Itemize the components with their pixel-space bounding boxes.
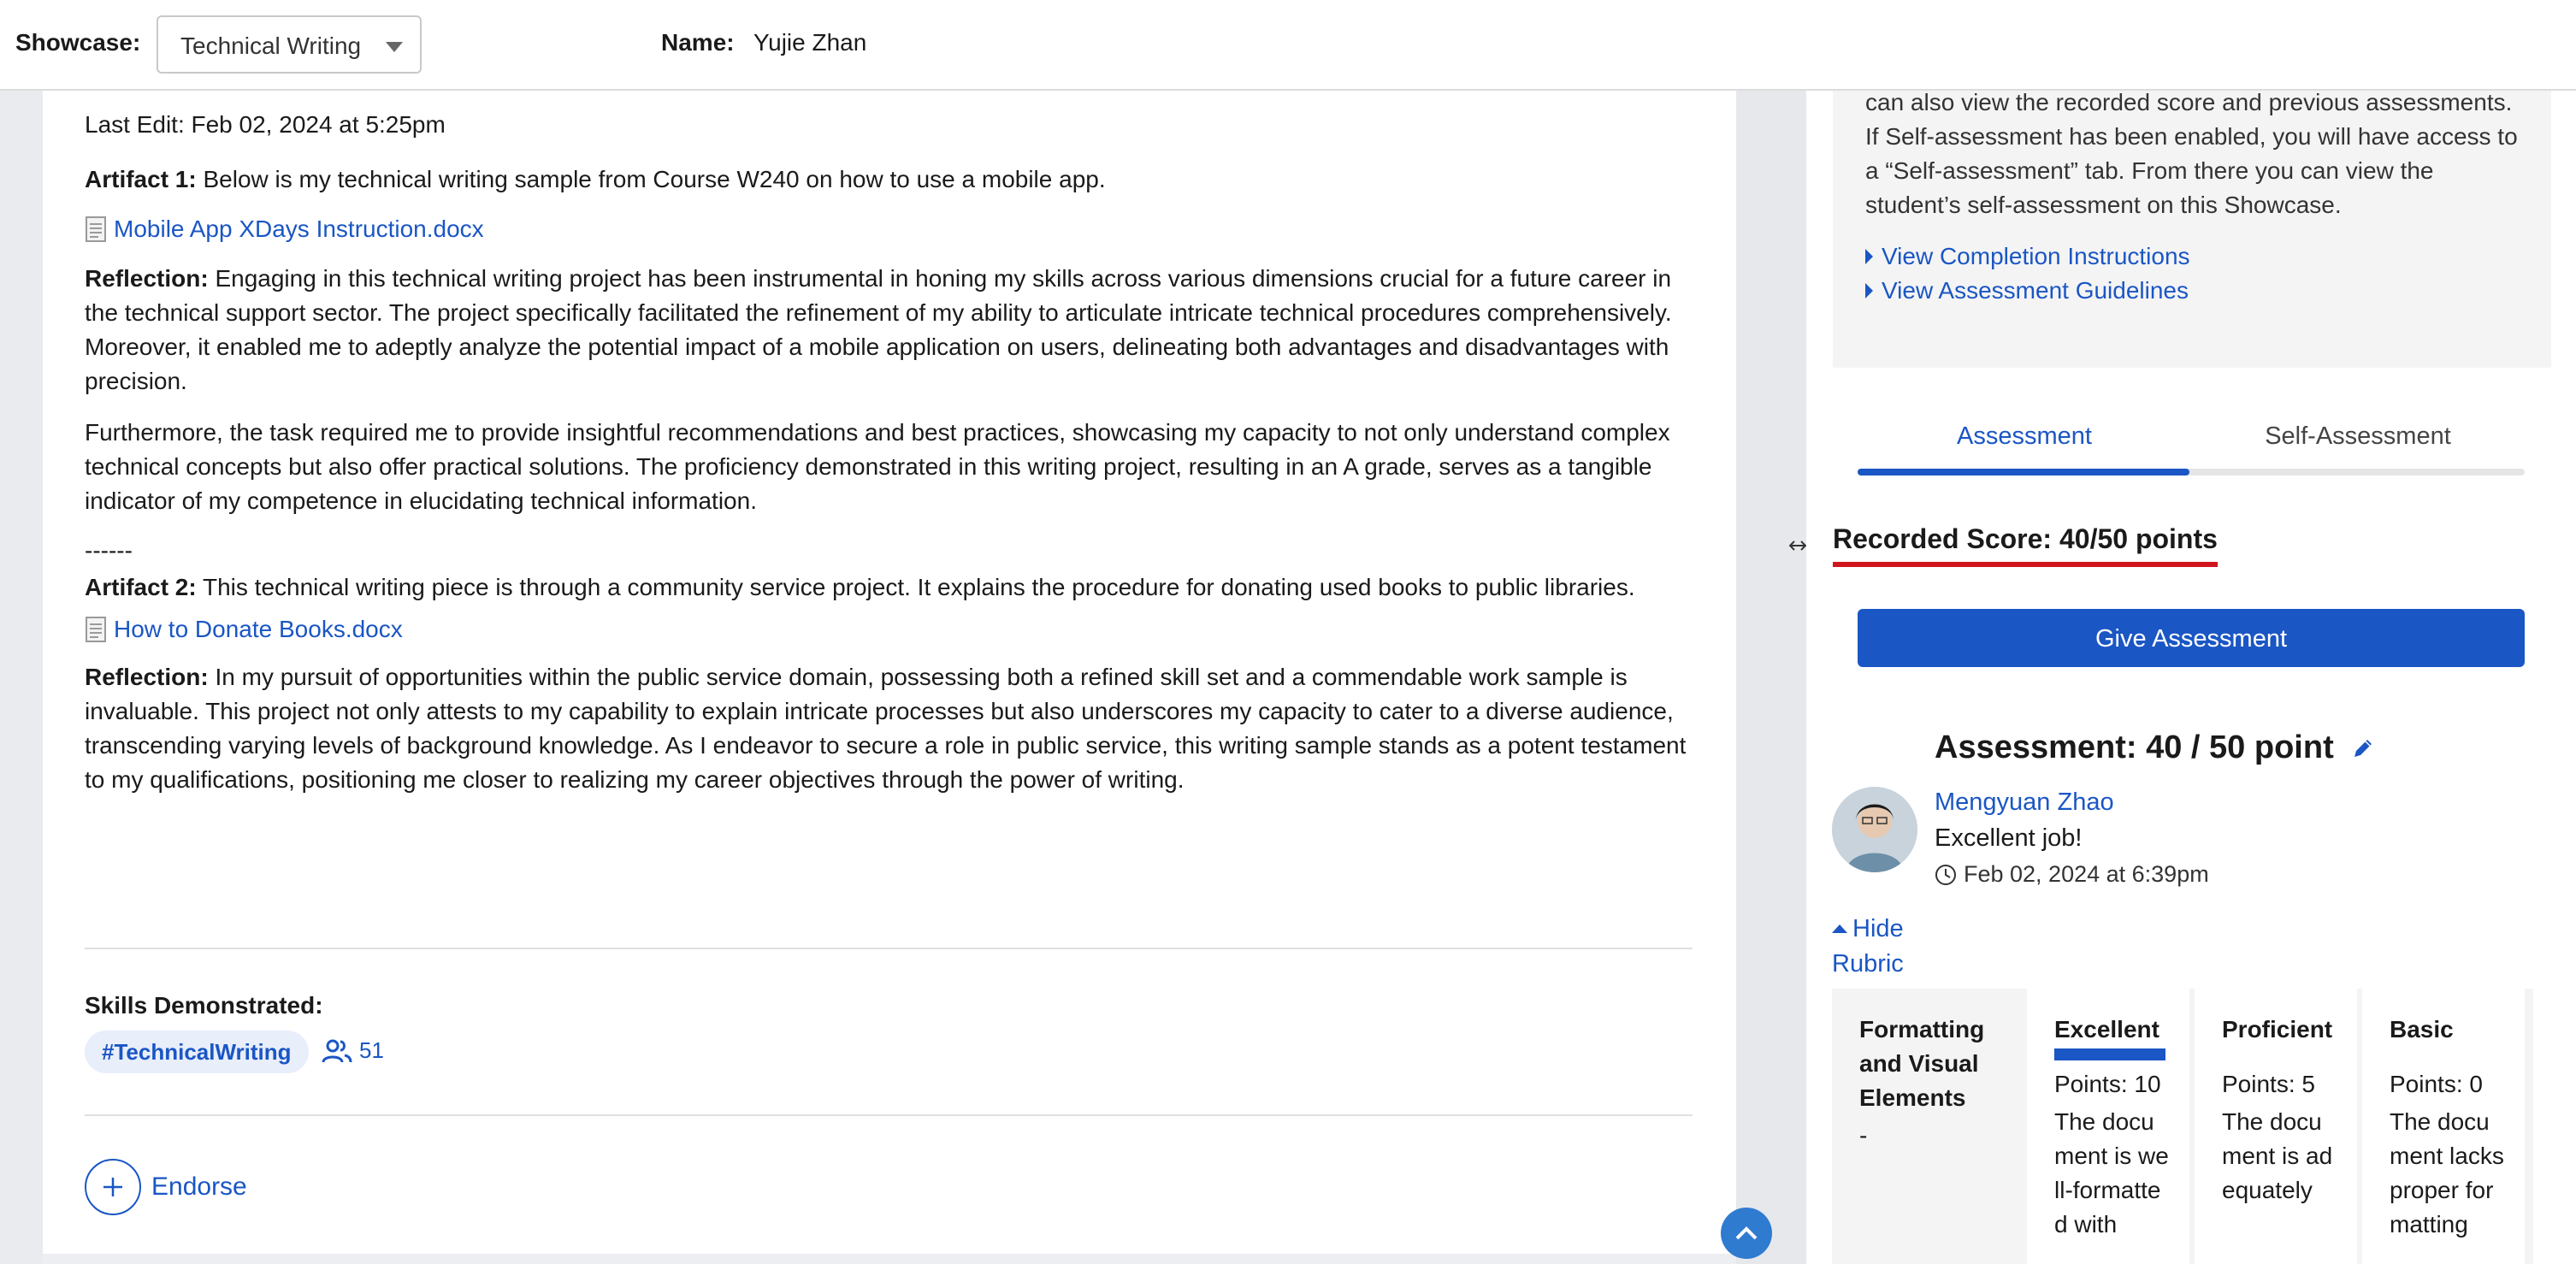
bottom-strip — [43, 1254, 1736, 1264]
avatar — [1832, 787, 1917, 872]
chevron-down-icon — [386, 42, 403, 52]
rubric-level-name: Basic — [2390, 1016, 2454, 1043]
assessment-comment: Excellent job! — [1935, 824, 2083, 852]
artifact-1-file-name[interactable]: Mobile App XDays Instruction.docx — [114, 216, 484, 242]
rubric-table — [1832, 989, 2533, 1264]
plus-icon — [85, 1159, 141, 1215]
top-header — [0, 0, 2576, 91]
last-edit-text: Last Edit: Feb 02, 2024 at 5:25pm — [85, 111, 446, 138]
reflection-1-paragraph-2: Furthermore, the task required me to provide insightful recommendations and best practices, showcasing my capacity to not only understand complex technical concepts but also offer practical solutions. The proficiency demonstrated in this writing project, resulting in an A grade, serves as a tangible indicator of my competence in elucidating technical information. — [85, 419, 1670, 514]
give-assessment-button[interactable]: Give Assessment — [1858, 609, 2525, 667]
rubric-level-description: The document is adequately — [2222, 1108, 2333, 1203]
rubric-level-description: The document is well-formatted with — [2054, 1108, 2169, 1237]
reflection-2-paragraph — [85, 660, 1693, 797]
skill-tag[interactable]: #TechnicalWriting — [85, 1031, 309, 1073]
caret-up-icon — [1832, 924, 1847, 933]
tab-assessment[interactable]: Assessment — [1957, 422, 2092, 450]
view-assessment-guidelines-label: View Assessment Guidelines — [1882, 277, 2189, 304]
assessment-date-text: Feb 02, 2024 at 6:39pm — [1964, 861, 2209, 887]
rubric-criterion-note: - — [1859, 1122, 1868, 1149]
caret-right-icon — [1865, 283, 1873, 298]
caret-right-icon — [1865, 249, 1873, 264]
clock-icon — [1935, 864, 1957, 886]
skills-title: Skills Demonstrated: — [85, 992, 323, 1019]
selected-level-indicator — [2054, 1048, 2165, 1060]
artifact-2-file-name[interactable]: How to Donate Books.docx — [114, 616, 403, 642]
rubric-level-excellent[interactable] — [2027, 989, 2189, 1264]
view-completion-instructions-link[interactable] — [1865, 239, 2526, 274]
artifact-2-label: Artifact 2: — [85, 574, 197, 600]
artifact-2-text: This technical writing piece is through a community service project. It explains the procedure for donating used books to public libraries. — [202, 574, 1635, 600]
reflection-1-label: Reflection: — [85, 265, 209, 292]
chevron-up-icon — [1734, 1225, 1758, 1242]
active-tab-indicator — [1858, 469, 2189, 475]
endorse-label: Endorse — [151, 1172, 247, 1201]
reflection-1-paragraph-1 — [85, 262, 1693, 399]
artifact-2-file-link[interactable] — [85, 612, 1693, 647]
rubric-criterion-name: Formatting and Visual Elements — [1859, 1016, 1985, 1111]
reflection-1-text: Engaging in this technical writing project has been instrumental in honing my skills across various dimensions crucial for a future career in the technical support sector. The project specifically facilitated the refinement of my ability to articulate intricate technical procedures comprehensively. Moreover, it enabled me to adeptly analyze the potential impact of a mobile application on users, delineating both advantages and disadvantages with precision. — [85, 265, 1672, 394]
divider — [85, 1114, 1693, 1116]
assessment-title — [1935, 729, 2375, 766]
rubric-criterion-cell — [1832, 989, 2025, 1264]
rubric-level-description: The document lacks proper formatting — [2390, 1108, 2504, 1237]
tab-self-assessment[interactable]: Self-Assessment — [2265, 422, 2451, 450]
hide-rubric-label: Hide Rubric — [1832, 915, 1904, 978]
divider — [85, 948, 1693, 949]
rubric-level-basic[interactable] — [2362, 989, 2525, 1264]
document-icon — [85, 617, 107, 642]
skill-count: 51 — [359, 1037, 384, 1063]
showcase-select[interactable] — [157, 15, 422, 74]
rubric-level-points: Points: 0 — [2390, 1071, 2483, 1097]
view-assessment-guidelines-link[interactable] — [1865, 274, 2526, 308]
users-icon — [322, 1038, 352, 1064]
scroll-to-top-button[interactable] — [1721, 1208, 1772, 1259]
resize-handle-icon[interactable] — [1789, 534, 1806, 558]
assessment-title-text: Assessment: 40 / 50 point — [1935, 729, 2334, 765]
rubric-level-points: Points: 5 — [2222, 1071, 2315, 1097]
name-label: Name: — [661, 29, 735, 56]
panel-gutter — [1736, 91, 1806, 1264]
assessment-date — [1935, 861, 2209, 888]
artifact-1-description — [85, 162, 1693, 197]
reflection-2-text: In my pursuit of opportunities within the public service domain, possessing both a refined skill set and a commendable work sample is invaluable. This project not only attests to my capability to explain intricate processes but also underscores my capacity to cater to a diverse audience, transcending varying levels of background knowledge. As I endeavor to secure a role in public service, this writing sample stands as a potent testament to my qualifications, positioning me closer to realizing my career objectives through the power of writing. — [85, 664, 1687, 793]
separator-text: ------ — [85, 537, 133, 564]
view-completion-instructions-label: View Completion Instructions — [1882, 243, 2190, 269]
assessment-tabs — [1858, 411, 2525, 479]
showcase-label: Showcase: — [15, 29, 141, 56]
artifact-2-description — [85, 575, 1693, 600]
artifact-1-label: Artifact 1: — [85, 166, 197, 192]
pencil-icon[interactable] — [2351, 736, 2375, 760]
assessor-name-link[interactable]: Mengyuan Zhao — [1935, 789, 2114, 816]
showcase-body — [85, 108, 1693, 797]
recorded-score: Recorded Score: 40/50 points — [1833, 523, 2218, 567]
skill-endorsers[interactable] — [322, 1037, 384, 1064]
instructions-text: can also view the recorded score and previous assessments. If Self-assessment has been enabled, you will have access to a “Self-assessment” tab. From there you can view the student’s self-assessment on this Showcase. — [1865, 89, 2518, 218]
artifact-1-file-link[interactable] — [85, 212, 1693, 246]
student-name: Yujie Zhan — [753, 29, 867, 56]
endorse-button[interactable] — [85, 1159, 247, 1215]
left-margin — [0, 91, 43, 1264]
instructions-box — [1833, 91, 2551, 368]
rubric-level-points: Points: 10 — [2054, 1071, 2161, 1097]
showcase-selected-value: Technical Writing — [180, 32, 362, 59]
hide-rubric-toggle[interactable] — [1832, 912, 1935, 982]
reflection-2-label: Reflection: — [85, 664, 209, 690]
rubric-level-name: Excellent — [2054, 1016, 2159, 1043]
rubric-level-proficient[interactable] — [2195, 989, 2357, 1264]
rubric-level-name: Proficient — [2222, 1016, 2333, 1043]
document-icon — [85, 216, 107, 242]
artifact-1-text: Below is my technical writing sample from Course W240 on how to use a mobile app. — [203, 166, 1106, 192]
